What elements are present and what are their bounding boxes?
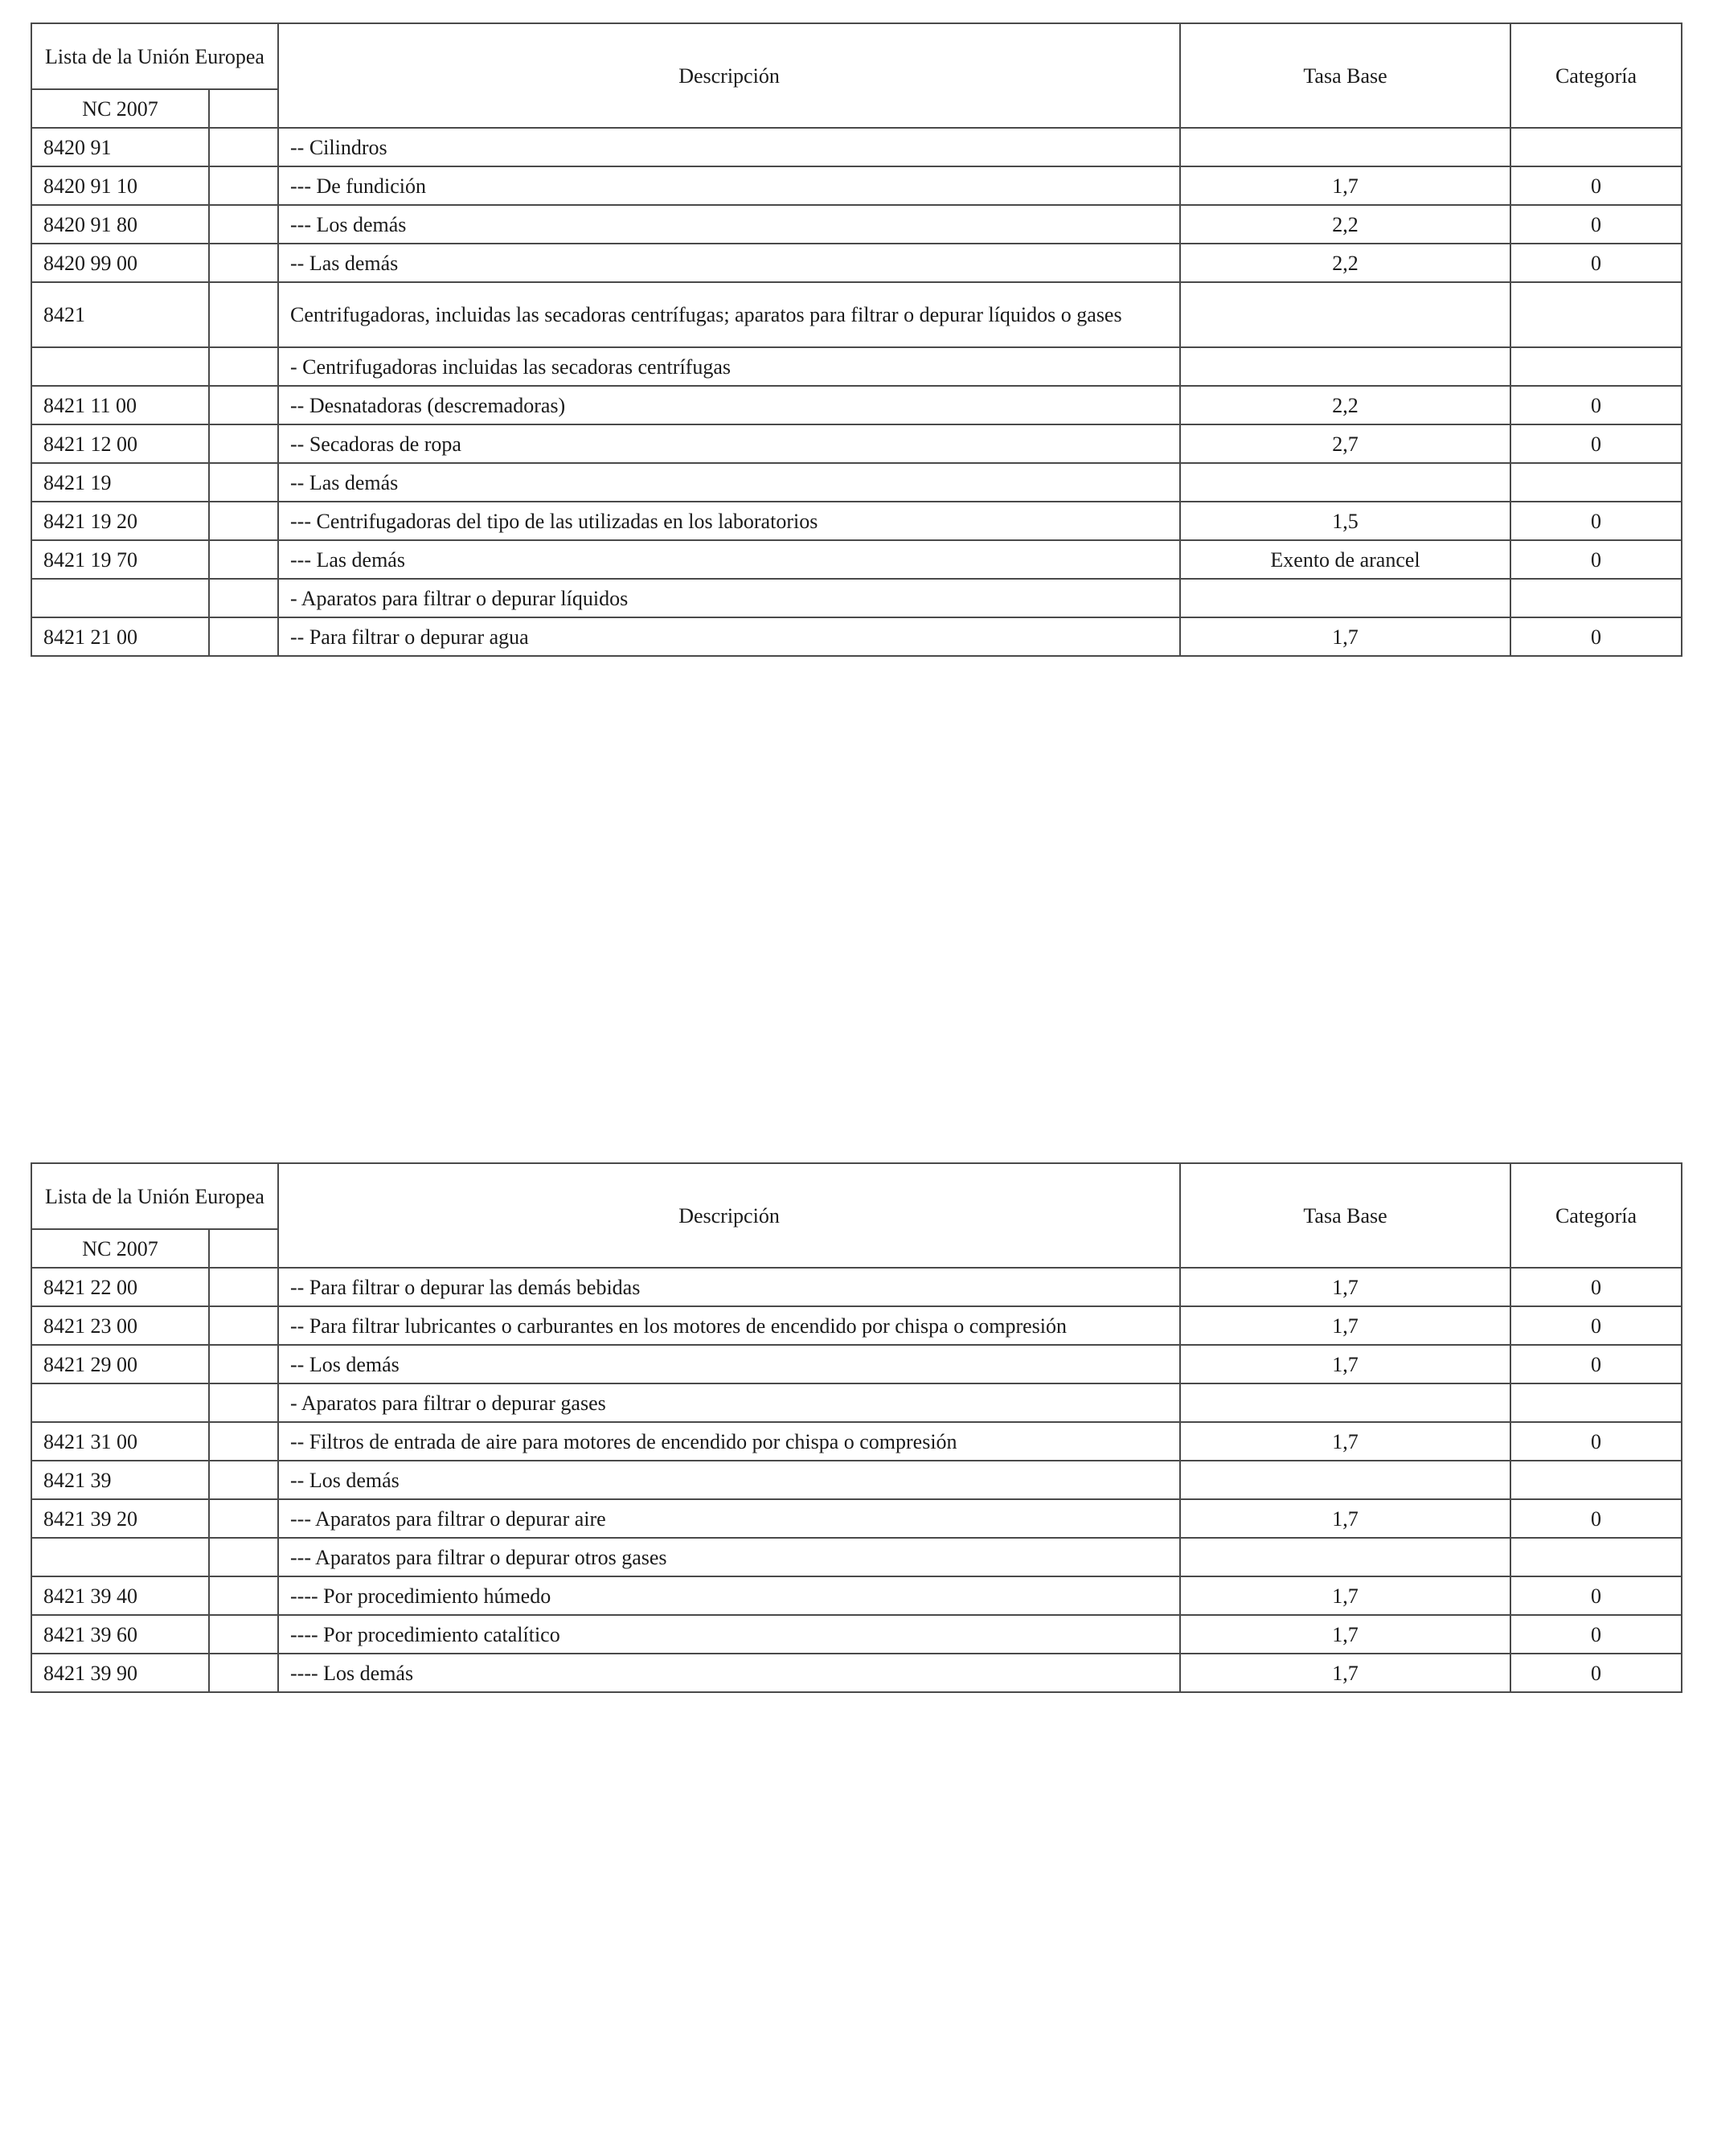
empty-cell [209,347,278,386]
table-row [31,1422,1682,1461]
nc-code: 8421 23 00 [31,1306,209,1345]
base-rate: 1,7 [1180,1576,1510,1615]
nc-code [31,1383,209,1422]
base-rate-header: Tasa Base [1180,23,1510,128]
description: --- Centrifugadoras del tipo de las utilizadas en los laboratorios [278,502,1180,540]
empty-cell [209,1538,278,1576]
base-rate: 2,7 [1180,424,1510,463]
category: 0 [1510,617,1682,656]
nc-code: 8420 99 00 [31,244,209,282]
empty-cell [209,1422,278,1461]
category [1510,579,1682,617]
nc-code [31,579,209,617]
base-rate [1180,463,1510,502]
category: 0 [1510,386,1682,424]
base-rate: 1,7 [1180,166,1510,205]
nc-code: 8421 11 00 [31,386,209,424]
empty-cell [209,1461,278,1499]
empty-cell [209,579,278,617]
description: -- Secadoras de ropa [278,424,1180,463]
base-rate: 1,7 [1180,1268,1510,1306]
description: --- Aparatos para filtrar o depurar aire [278,1499,1180,1538]
description-header: Descripción [278,23,1180,128]
table-row [31,579,1682,617]
nc-code: 8421 31 00 [31,1422,209,1461]
base-rate [1180,1383,1510,1422]
category: 0 [1510,244,1682,282]
table-row [31,1306,1682,1345]
description: -- Para filtrar o depurar agua [278,617,1180,656]
table-row [31,205,1682,244]
base-rate: 1,7 [1180,1345,1510,1383]
empty-cell [209,540,278,579]
category: 0 [1510,166,1682,205]
empty-cell [209,617,278,656]
base-rate [1180,282,1510,347]
description: -- Los demás [278,1345,1180,1383]
category: 0 [1510,1345,1682,1383]
empty-cell [209,1229,278,1268]
description: -- Para filtrar o depurar las demás bebidas [278,1268,1180,1306]
description: - Aparatos para filtrar o depurar líquidos [278,579,1180,617]
eu-list-header: Lista de la Unión Europea [31,23,278,89]
nc-code: 8421 19 20 [31,502,209,540]
table-row [31,1615,1682,1654]
base-rate: 1,7 [1180,1615,1510,1654]
empty-cell [209,463,278,502]
base-rate [1180,1538,1510,1576]
nc-code: 8421 19 70 [31,540,209,579]
nc-code: 8421 12 00 [31,424,209,463]
table-row [31,424,1682,463]
base-rate: 1,7 [1180,1654,1510,1692]
empty-cell [209,1615,278,1654]
category [1510,347,1682,386]
category: 0 [1510,1654,1682,1692]
base-rate [1180,347,1510,386]
eu-list-header: Lista de la Unión Europea [31,1163,278,1229]
header-row [31,23,1682,89]
category: 0 [1510,205,1682,244]
description: -- Desnatadoras (descremadoras) [278,386,1180,424]
empty-cell [209,128,278,166]
category: 0 [1510,1499,1682,1538]
nc-code: 8421 39 60 [31,1615,209,1654]
tariff-table-2 [31,1162,1682,1693]
category: 0 [1510,1268,1682,1306]
nc-code: 8420 91 80 [31,205,209,244]
base-rate [1180,579,1510,617]
empty-cell [209,1268,278,1306]
table-row [31,617,1682,656]
table-row [31,1268,1682,1306]
category: 0 [1510,1422,1682,1461]
table-row [31,1576,1682,1615]
category [1510,1383,1682,1422]
nc-2007-header: NC 2007 [31,1229,209,1268]
nc-code: 8420 91 [31,128,209,166]
empty-cell [209,89,278,128]
empty-cell [209,1306,278,1345]
nc-code: 8421 21 00 [31,617,209,656]
category: 0 [1510,1615,1682,1654]
nc-code: 8421 39 [31,1461,209,1499]
table-row [31,502,1682,540]
table-row [31,1654,1682,1692]
description: -- Filtros de entrada de aire para motores de encendido por chispa o compresión [278,1422,1180,1461]
description: ---- Los demás [278,1654,1180,1692]
table-row [31,1383,1682,1422]
table-row [31,1461,1682,1499]
description: - Centrifugadoras incluidas las secadoras centrífugas [278,347,1180,386]
nc-code [31,1538,209,1576]
base-rate: Exento de arancel [1180,540,1510,579]
empty-cell [209,386,278,424]
table-row [31,244,1682,282]
nc-code: 8421 19 [31,463,209,502]
base-rate [1180,128,1510,166]
empty-cell [209,1345,278,1383]
description: -- Las demás [278,244,1180,282]
nc-code: 8421 29 00 [31,1345,209,1383]
base-rate: 1,5 [1180,502,1510,540]
table-row [31,166,1682,205]
description: ---- Por procedimiento húmedo [278,1576,1180,1615]
empty-cell [209,205,278,244]
table-row [31,386,1682,424]
table-row [31,1538,1682,1576]
nc-code: 8420 91 10 [31,166,209,205]
nc-code: 8421 22 00 [31,1268,209,1306]
table-row [31,282,1682,347]
category [1510,1538,1682,1576]
category: 0 [1510,424,1682,463]
base-rate: 1,7 [1180,1422,1510,1461]
empty-cell [209,1383,278,1422]
table-row [31,540,1682,579]
empty-cell [209,166,278,205]
category: 0 [1510,1306,1682,1345]
category [1510,1461,1682,1499]
table-row [31,128,1682,166]
category: 0 [1510,540,1682,579]
empty-cell [209,502,278,540]
description: -- Las demás [278,463,1180,502]
empty-cell [209,244,278,282]
table-row [31,1499,1682,1538]
header-row [31,1163,1682,1229]
category-header: Categoría [1510,23,1682,128]
description: --- Los demás [278,205,1180,244]
base-rate: 1,7 [1180,617,1510,656]
nc-code: 8421 39 90 [31,1654,209,1692]
table-row [31,1345,1682,1383]
base-rate: 2,2 [1180,244,1510,282]
category [1510,463,1682,502]
base-rate: 2,2 [1180,386,1510,424]
tariff-table-1 [31,23,1682,657]
description: ---- Por procedimiento catalítico [278,1615,1180,1654]
description: --- De fundición [278,166,1180,205]
nc-code: 8421 [31,282,209,347]
nc-code: 8421 39 20 [31,1499,209,1538]
category-header: Categoría [1510,1163,1682,1268]
empty-cell [209,1499,278,1538]
base-rate: 1,7 [1180,1499,1510,1538]
description: -- Para filtrar lubricantes o carburantes en los motores de encendido por chispa o compresión [278,1306,1180,1345]
category [1510,282,1682,347]
empty-cell [209,1654,278,1692]
description-header: Descripción [278,1163,1180,1268]
table-row [31,463,1682,502]
empty-cell [209,282,278,347]
description: Centrifugadoras, incluidas las secadoras centrífugas; aparatos para filtrar o depurar líquidos o gases [278,282,1180,347]
base-rate: 1,7 [1180,1306,1510,1345]
empty-cell [209,424,278,463]
nc-2007-header: NC 2007 [31,89,209,128]
table-row [31,347,1682,386]
category [1510,128,1682,166]
category: 0 [1510,1576,1682,1615]
description: -- Los demás [278,1461,1180,1499]
description: --- Aparatos para filtrar o depurar otros gases [278,1538,1180,1576]
base-rate-header: Tasa Base [1180,1163,1510,1268]
empty-cell [209,1576,278,1615]
base-rate [1180,1461,1510,1499]
base-rate: 2,2 [1180,205,1510,244]
nc-code: 8421 39 40 [31,1576,209,1615]
description: -- Cilindros [278,128,1180,166]
description: --- Las demás [278,540,1180,579]
category: 0 [1510,502,1682,540]
description: - Aparatos para filtrar o depurar gases [278,1383,1180,1422]
nc-code [31,347,209,386]
